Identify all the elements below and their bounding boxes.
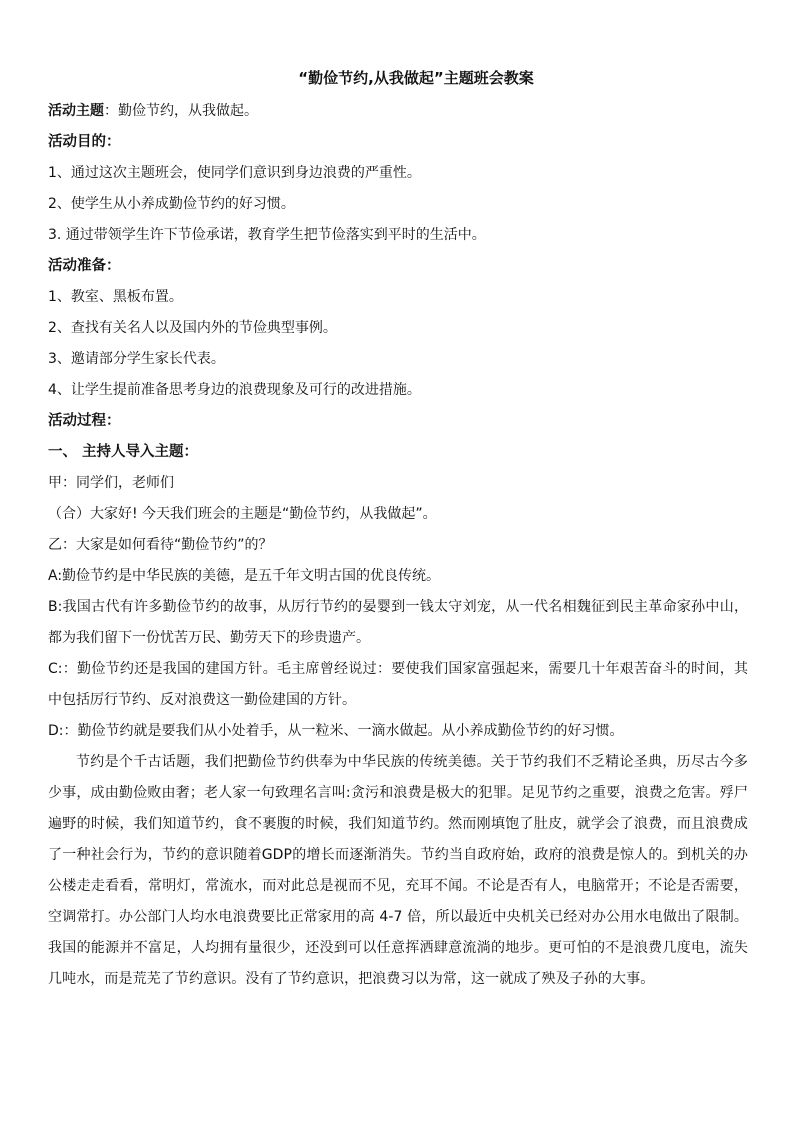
prep-item-4: 4、让学生提前准备思考身边的浪费现象及可行的改进措施。: [48, 382, 421, 398]
document-title: “勤俭节约,从我做起”主题班会教案: [298, 69, 534, 87]
dialogue-b: B:我国古代有许多勤俭节约的故事，从厉行节约的晏婴到一钱太守刘宠，从一代名相魏征到民主革命家孙中山，都为我们留下一份忧苦万民、勤劳天下的珍贵遗产。: [48, 599, 748, 646]
essay-paragraph: 节约是个千古话题，我们把勤俭节约供奉为中华民族的传统美德。关于节约我们不乏精论圣典，历尽古今多少事，成由勤俭败由奢；老人家一句致理名言叫:贪污和浪费是极大的犯罪。足见节约之重要，浪费之危害。殍尸遍野的时候，我们知道节约，食不裹腹的时候，我们知道节约。然而刚填饱了肚皮，就学会了浪费，而且浪费成了一种社会行为，节约的意识随着GDP的增长而逐渐消失。节约当自政府始，政府的浪费是惊人的。到机关的办公楼走走看看，常明灯，常流水，而对此总是视而不见，充耳不闻。不论是否有人，电脑常开；不论是否需要，空调常打。办公部门人均水电浪费要比正常家用的高 4-7 倍，所以最近中央机关已经对办公用水电做出了限制。我国的能源并不富足，人均拥有量很少，还没到可以任意挥洒肆意流淌的地步。更可怕的不是浪费几度电，流失几吨水，而是荒芜了节约意识。没有了节约意识，把浪费习以为常，这一就成了殃及子孙的大事。: [48, 754, 748, 987]
purpose-item-3: 3. 通过带领学生许下节俭承诺，教育学生把节俭落实到平时的生活中。: [48, 227, 486, 243]
dialogue-line-3: 乙：大家是如何看待“勤俭节约”的？: [48, 537, 273, 553]
prep-item-1: 1、教室、黑板布置。: [48, 289, 183, 305]
dialogue-line-2: （合）大家好! 今天我们班会的主题是“勤俭节约，从我做起”。: [48, 506, 437, 522]
dialogue-c: C:：勤俭节约还是我国的建国方针。毛主席曾经说过：要使我们国家富强起来，需要几十年艰苦奋斗的时间，其中包括厉行节约、反对浪费这一勤俭建国的方针。: [48, 661, 748, 708]
purpose-item-2: 2、使学生从小养成勤俭节约的好习惯。: [48, 196, 295, 212]
dialogue-line-1: 甲：同学们，老师们: [48, 475, 174, 491]
section1-heading: 一、 主持人导入主题：: [48, 444, 199, 460]
theme-line: [48, 96, 748, 127]
dialogue-d: D:：勤俭节约就是要我们从小处着手，从一粒米、一滴水做起。从小养成勤俭节约的好习惯。: [48, 723, 624, 739]
theme-text: ：勤俭节约，从我做起。: [104, 103, 258, 119]
process-heading: 活动过程：: [48, 413, 121, 429]
document-page: [48, 66, 748, 995]
purpose-item-1: 1、通过这次主题班会，使同学们意识到身边浪费的严重性。: [48, 165, 421, 181]
purpose-heading: 活动目的：: [48, 134, 121, 150]
prep-item-2: 2、查找有关名人以及国内外的节俭典型事例。: [48, 320, 337, 336]
dialogue-line-4: A:勤俭节约是中华民族的美德，是五千年文明古国的优良传统。: [48, 568, 441, 584]
prep-item-3: 3、邀请部分学生家长代表。: [48, 351, 225, 367]
prep-heading: 活动准备：: [48, 258, 121, 274]
theme-label: 活动主题: [48, 103, 104, 119]
